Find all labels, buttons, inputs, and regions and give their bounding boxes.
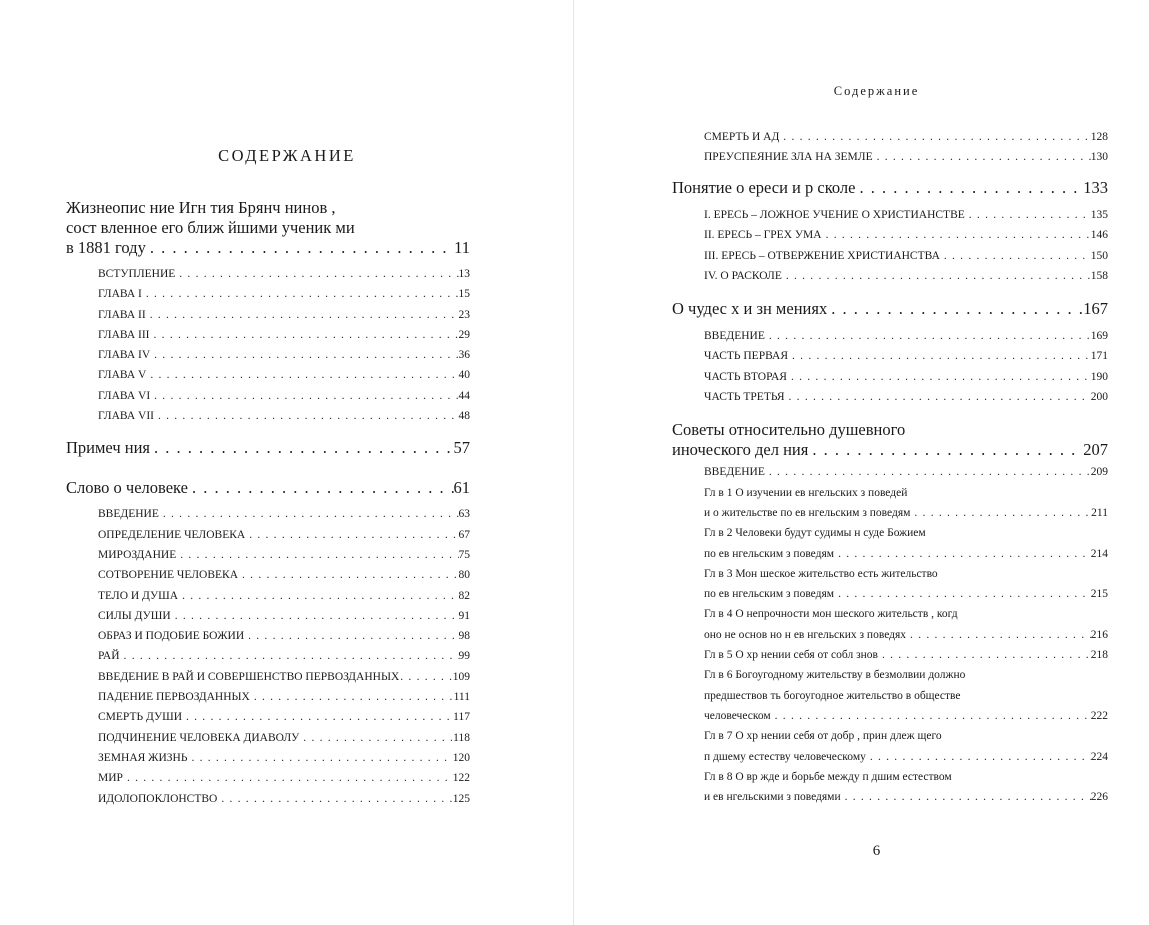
toc-subentry-label: ПОДЧИНЕНИЕ ЧЕЛОВЕКА ДИАВОЛУ [98, 731, 300, 744]
toc-subentry-label: СОТВОРЕНИЕ ЧЕЛОВЕКА [98, 569, 239, 582]
toc-chapter[interactable] [704, 483, 1108, 524]
toc-subentry[interactable] [704, 367, 1108, 387]
toc-subentry-label: ВВЕДЕНИЕ [704, 466, 765, 479]
toc-entry-title: в 1881 году [66, 238, 146, 257]
toc-subentry[interactable] [98, 325, 470, 345]
toc-chapter[interactable] [704, 564, 1108, 605]
leader-dots [238, 565, 458, 585]
toc-subentry-page: 224 [1090, 750, 1108, 763]
toc-entry[interactable] [672, 178, 1108, 198]
leader-dots [146, 305, 459, 325]
toc-right-main [672, 178, 1108, 807]
toc-subentry-page: 120 [452, 751, 470, 764]
toc-chapter-line: Гл в 2 Человеки будут судимы н суде Божием [704, 527, 926, 540]
toc-subentry-label: ОПРЕДЕЛЕНИЕ ЧЕЛОВЕКА [98, 528, 246, 541]
toc-subentry[interactable] [98, 667, 470, 687]
toc-subentry-label: ВВЕДЕНИЕ В РАЙ И СОВЕРШЕНСТВО ПЕРВОЗДАННЫХ [98, 670, 400, 683]
toc-entry[interactable] [672, 440, 1108, 460]
toc-subentry[interactable] [98, 606, 470, 626]
toc-chapter-line: Гл в 4 О непрочности мон шеского жительств , когд [704, 608, 958, 621]
toc-subentry-page: 48 [458, 410, 470, 423]
leader-dots [788, 346, 1091, 366]
leader-dots [855, 178, 1083, 198]
left-page [0, 0, 574, 925]
toc-subentry-page: 130 [1090, 151, 1108, 164]
toc-subentry[interactable] [98, 728, 470, 748]
leader-dots [765, 326, 1091, 346]
toc-subentry-label: ГЛАВА III [98, 328, 150, 341]
leader-dots [399, 667, 452, 687]
toc-subentry-page: 67 [458, 528, 470, 541]
toc-subentry-label: ГЛАВА I [98, 288, 142, 301]
toc-subentry-page: 128 [1090, 131, 1108, 143]
leader-dots [299, 728, 453, 748]
toc-subentry-label: СМЕРТЬ И АД [704, 131, 780, 143]
toc-subentry-label: МИР [98, 772, 123, 785]
toc-section-biography [66, 198, 470, 258]
toc-subentry[interactable] [98, 748, 470, 768]
toc-chapter-line: и о жительстве по ев нгельским з поведям [704, 506, 911, 519]
toc-subentry[interactable] [98, 626, 470, 646]
toc-chapter[interactable] [704, 665, 1108, 726]
toc-chapter-line: человеческом [704, 709, 771, 722]
toc-subentry-label: II. ЕРЕСЬ – ГРЕХ УМА [704, 229, 822, 242]
toc-chapter-line: Гл в 3 Мон шеское жительство есть жительство [704, 567, 938, 580]
toc-subentry-label: ЧАСТЬ ВТОРАЯ [704, 370, 787, 383]
toc-chapter-line: оно не основ но н ев нгельских з поведях [704, 628, 907, 641]
toc-subentries [672, 462, 1108, 807]
toc-chapter-line: и ев нгельскими з поведями [704, 791, 841, 804]
toc-entry[interactable] [66, 438, 470, 458]
leader-dots [834, 584, 1091, 604]
leader-dots [187, 748, 452, 768]
toc-subentry-page: 125 [452, 792, 470, 805]
toc-subentry-page: 150 [1090, 249, 1108, 262]
leader-dots [906, 625, 1091, 645]
toc-chapter-line: Гл в 7 О хр нении себя от добр , прин длеж щего [704, 730, 942, 743]
toc-subentry-page: 80 [458, 569, 470, 582]
toc-subentry[interactable] [704, 326, 1108, 346]
leader-dots [834, 544, 1091, 564]
toc-subentry[interactable] [98, 386, 470, 406]
toc-entry[interactable] [66, 478, 470, 498]
toc-subentry-label: ЧАСТЬ ТРЕТЬЯ [704, 391, 785, 404]
toc-subentry-page: 40 [458, 369, 470, 382]
toc-section-man [66, 478, 470, 498]
leader-dots [120, 646, 459, 666]
toc-entry-title: Слово о человеке [66, 478, 188, 498]
leader-dots [878, 645, 1091, 665]
toc-chapter-line: Гл в 5 О хр нении себя от собл знов [704, 649, 878, 662]
toc-subentry[interactable] [704, 246, 1108, 266]
toc-subentry[interactable] [704, 266, 1108, 286]
leader-dots [159, 504, 459, 524]
toc-subentry-label: ВСТУПЛЕНИЕ [98, 268, 176, 280]
right-page [574, 0, 1149, 925]
toc-entry-title: О чудес х и зн мениях [672, 299, 828, 319]
leader-dots [150, 325, 459, 345]
toc-subentry[interactable] [704, 225, 1108, 245]
toc-subentry-label: ГЛАВА VI [98, 389, 151, 402]
leader-dots [217, 789, 452, 809]
toc-chapter-line: Гл в 8 О вр жде и борьбе между п дшим естеством [704, 770, 952, 783]
running-header: Содержание [833, 84, 920, 98]
toc-subentry-page: 218 [1090, 649, 1108, 662]
leader-dots [245, 525, 458, 545]
toc-subentry[interactable] [98, 365, 470, 385]
toc-subentry[interactable] [98, 305, 470, 325]
toc-entry-page: 61 [453, 478, 470, 498]
leader-dots [171, 606, 459, 626]
toc-subentry-page: 209 [1090, 466, 1108, 479]
toc-subentry-label: ЗЕМНАЯ ЖИЗНЬ [98, 751, 188, 764]
toc-subentry-page: 222 [1090, 709, 1108, 722]
leader-dots [940, 246, 1091, 266]
toc-entry-page: 167 [1083, 299, 1108, 319]
toc-subentry-label: IV. О РАСКОЛЕ [704, 269, 782, 282]
toc-chapter-line: по ев нгельским з поведям [704, 588, 835, 601]
leader-dots [178, 586, 458, 606]
leader-dots [782, 266, 1091, 286]
toc-section-miracles [672, 299, 1108, 319]
toc-chapter-line: предшествов ть богоугодное жительство в обществе [704, 689, 961, 702]
toc-chapter-line: Гл в 6 Богоугодному жительству в безмолвии должно [704, 669, 966, 682]
leader-dots [142, 284, 459, 304]
leader-dots [150, 438, 453, 458]
page-title: СОДЕРЖАНИЕ [218, 146, 356, 165]
leader-dots [779, 127, 1090, 147]
toc-chapter-line: Гл в 1 О изучении ев нгельских з поведей [704, 486, 908, 499]
toc-subentry-page: 29 [458, 328, 470, 341]
toc-entry-page: 133 [1083, 178, 1108, 197]
toc-subentry[interactable] [704, 346, 1108, 366]
toc-subentry-page: 211 [1091, 506, 1108, 519]
leader-dots [873, 147, 1091, 167]
toc-subentry-label: ГЛАВА IV [98, 349, 151, 362]
toc-subentry-page: 171 [1090, 350, 1108, 363]
toc-subentry-page: 99 [458, 650, 470, 663]
toc-chapter[interactable] [704, 767, 1108, 808]
leader-dots [176, 545, 458, 565]
toc-subentry[interactable] [98, 687, 470, 707]
toc-entry-title: Понятие о ереси и р сколе [672, 178, 856, 197]
leader-dots [154, 406, 459, 426]
leader-dots [146, 365, 458, 385]
toc-subentry-label: ЧАСТЬ ПЕРВАЯ [704, 350, 789, 363]
toc-subentry-page: 23 [458, 308, 470, 321]
toc-subentry-page: 98 [458, 630, 470, 643]
toc-section-notes [66, 438, 470, 458]
toc-subentry-page: 214 [1090, 547, 1108, 560]
leader-dots [765, 462, 1091, 482]
leader-dots [866, 747, 1091, 767]
toc-subentry[interactable] [704, 147, 1108, 167]
toc-subentry-page: 135 [1090, 209, 1108, 221]
toc-subentry[interactable] [704, 462, 1108, 482]
toc-subentry-label: ОБРАЗ И ПОДОБИЕ БОЖИИ [98, 630, 245, 643]
toc-subentries [66, 504, 470, 808]
toc-subentry-label: ВВЕДЕНИЕ [98, 508, 159, 521]
leader-dots [150, 345, 458, 365]
toc-subentry[interactable] [98, 525, 470, 545]
toc-chapter[interactable] [704, 645, 1108, 665]
toc-subentry[interactable] [98, 504, 470, 524]
leader-dots [146, 238, 454, 258]
leader-dots [965, 205, 1091, 225]
toc-subentry-page: 169 [1090, 330, 1108, 343]
leader-dots [841, 787, 1091, 807]
toc-subentry[interactable] [704, 127, 1108, 147]
leader-dots [785, 387, 1091, 407]
toc-subentry-label: МИРОЗДАНИЕ [98, 548, 177, 561]
toc-subentry[interactable] [98, 646, 470, 666]
leader-dots [150, 386, 458, 406]
toc-subentry[interactable] [98, 264, 470, 284]
toc-subentry-page: 36 [458, 349, 470, 362]
toc-right [704, 127, 1108, 168]
leader-dots [182, 707, 453, 727]
toc-subentry[interactable] [98, 586, 470, 606]
toc-subentry[interactable] [98, 345, 470, 365]
toc-subentry-page: 111 [453, 691, 470, 704]
toc-entry-title: Примеч ния [66, 438, 151, 458]
leader-dots [808, 440, 1083, 460]
leader-dots [787, 367, 1091, 387]
toc-carryover [704, 127, 1108, 168]
toc-subentry-label: ПАДЕНИЕ ПЕРВОЗДАННЫХ [98, 691, 250, 704]
toc-subentries [672, 205, 1108, 286]
toc-subentry-page: 200 [1090, 391, 1108, 404]
toc-subentry-page: 122 [452, 772, 470, 785]
toc-subentry-label: РАЙ [98, 650, 120, 663]
toc-chapter[interactable] [704, 726, 1108, 767]
toc-subentry-page: 216 [1090, 628, 1108, 641]
toc-subentry-page: 158 [1090, 269, 1108, 282]
toc-section-title-line: Советы относительно душевного [672, 420, 906, 440]
toc-left [66, 198, 470, 809]
toc-section-title-line: Жизнеопис ние Игн тия Брянч нинов , [66, 198, 336, 217]
toc-entry[interactable] [66, 238, 470, 258]
toc-subentry-label: I. ЕРЕСЬ – ЛОЖНОЕ УЧЕНИЕ О ХРИСТИАНСТВЕ [704, 209, 965, 221]
toc-subentry[interactable] [98, 406, 470, 426]
toc-subentry-page: 63 [458, 508, 470, 521]
toc-entry[interactable] [672, 299, 1108, 319]
toc-section-title-line: сост вленное его ближ йшими ученик ми [66, 218, 355, 237]
toc-subentry-page: 91 [458, 609, 470, 622]
toc-subentry[interactable] [704, 205, 1108, 225]
toc-subentry-label: ИДОЛОПОКЛОНСТВО [98, 792, 218, 805]
toc-chapter[interactable] [704, 604, 1108, 645]
leader-dots [175, 264, 458, 284]
toc-subentry-page: 75 [458, 548, 470, 561]
toc-subentry-page: 13 [458, 268, 470, 280]
toc-subentry-label: ГЛАВА II [98, 308, 146, 321]
toc-subentry[interactable] [98, 565, 470, 585]
toc-subentry-label: III. ЕРЕСЬ – ОТВЕРЖЕНИЕ ХРИСТИАНСТВА [704, 249, 940, 262]
toc-subentry-page: 118 [453, 731, 470, 744]
toc-subentry-page: 215 [1090, 588, 1108, 601]
toc-entry-title: иноческого дел ния [672, 440, 809, 460]
toc-subentries [66, 264, 470, 426]
toc-subentry-page: 190 [1090, 370, 1108, 383]
leader-dots [771, 706, 1091, 726]
toc-subentry-page: 109 [452, 670, 470, 683]
toc-chapter-line: п дшему естеству человеческому [704, 750, 866, 763]
toc-chapter[interactable] [704, 523, 1108, 564]
leader-dots [188, 478, 454, 498]
toc-subentry-label: СИЛЫ ДУШИ [98, 609, 171, 622]
toc-entry-page: 57 [453, 438, 470, 458]
toc-subentry-label: ТЕЛО И ДУША [98, 589, 179, 602]
toc-section-heresy [672, 178, 1108, 198]
toc-subentry-page: 82 [458, 589, 470, 602]
page-number: 6 [872, 843, 881, 859]
toc-subentry[interactable] [704, 387, 1108, 407]
toc-subentry[interactable] [98, 545, 470, 565]
toc-section-advice [672, 420, 1108, 460]
toc-subentry-page: 146 [1090, 229, 1108, 242]
toc-subentry[interactable] [98, 789, 470, 809]
toc-subentry-label: СМЕРТЬ ДУШИ [98, 711, 182, 724]
toc-subentry-label: ГЛАВА VII [98, 410, 154, 423]
toc-entry-page: 11 [454, 238, 470, 257]
toc-subentry-page: 117 [453, 711, 470, 724]
leader-dots [910, 503, 1091, 523]
toc-subentry[interactable] [98, 768, 470, 788]
toc-subentry-page: 44 [458, 389, 470, 402]
toc-entry-page: 207 [1083, 440, 1108, 460]
leader-dots [250, 687, 454, 707]
leader-dots [822, 225, 1091, 245]
toc-subentry-label: ВВЕДЕНИЕ [704, 330, 765, 343]
toc-subentry[interactable] [98, 284, 470, 304]
toc-subentry-page: 226 [1090, 791, 1108, 804]
toc-subentries [672, 326, 1108, 407]
toc-subentry[interactable] [98, 707, 470, 727]
leader-dots [827, 299, 1083, 319]
toc-chapter-line: по ев нгельским з поведям [704, 547, 835, 560]
toc-subentry-page: 15 [458, 288, 470, 301]
leader-dots [244, 626, 458, 646]
toc-subentry-label: ПРЕУСПЕЯНИЕ ЗЛА НА ЗЕМЛЕ [704, 151, 873, 164]
toc-subentry-label: ГЛАВА V [98, 369, 147, 382]
leader-dots [123, 768, 453, 788]
